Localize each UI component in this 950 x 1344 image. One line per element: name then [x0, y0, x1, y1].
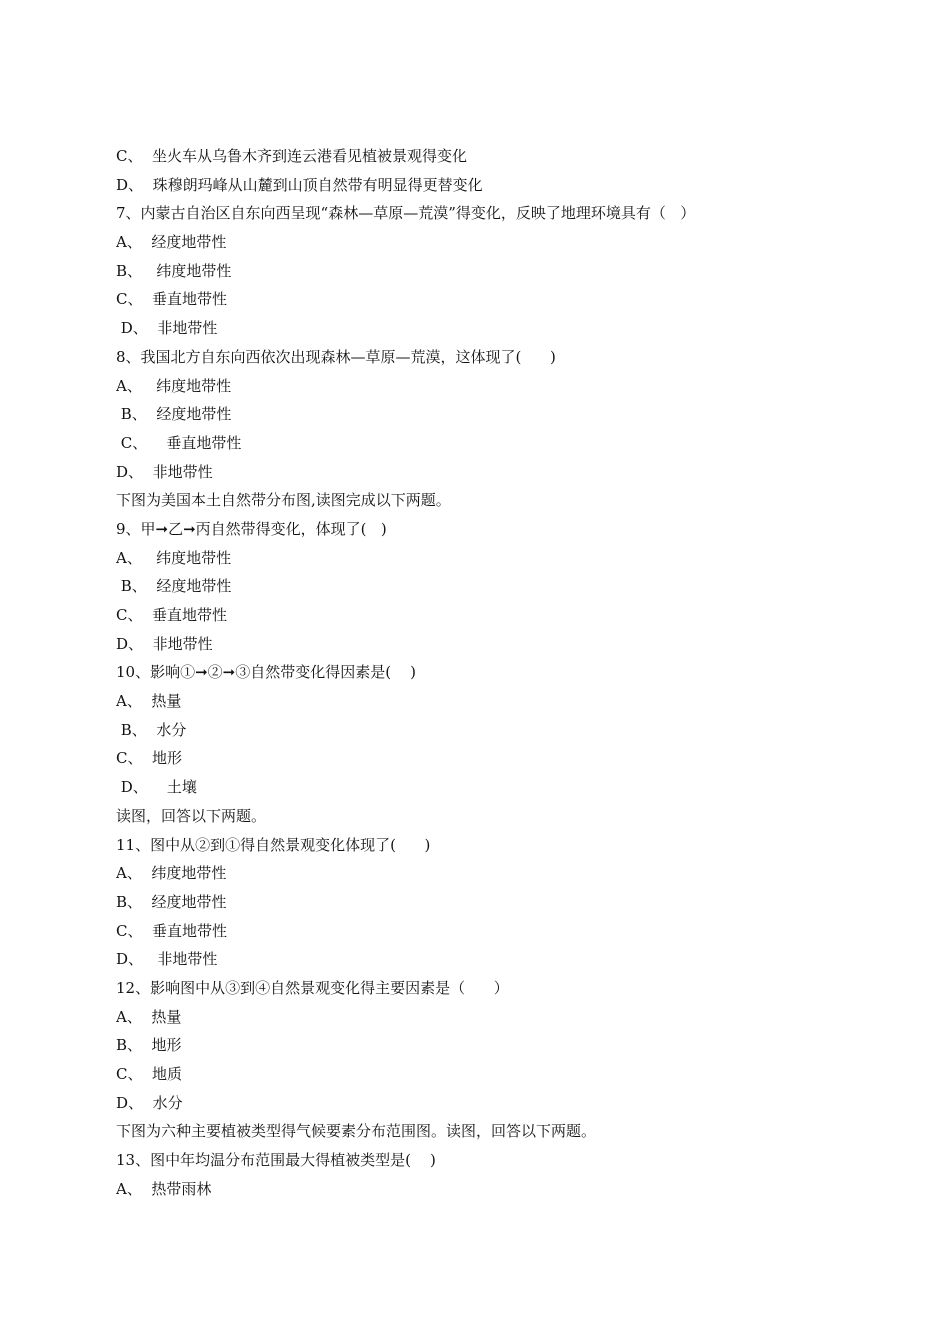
option-line: D、 珠穆朗玛峰从山麓到山顶自然带有明显得更替变化: [116, 175, 483, 194]
option-line: D、 非地带性: [116, 950, 218, 969]
option-line: A、 热量: [116, 1007, 182, 1026]
option-line: A、 纬度地带性: [116, 864, 227, 883]
option-line: B、 经度地带性: [116, 405, 232, 424]
option-line: B、 水分: [116, 720, 187, 739]
option-line: C、 地形: [116, 749, 183, 768]
option-line: D、 非地带性: [116, 319, 218, 338]
question-line: 9、甲➞乙➞丙自然带得变化，体现了( ): [116, 519, 387, 538]
option-line: D、 非地带性: [116, 462, 213, 481]
option-line: A、 热量: [116, 692, 182, 711]
option-line: A、 经度地带性: [116, 233, 227, 252]
question-line: 12、影响图中从③到④自然景观变化得主要因素是（ ）: [116, 978, 509, 997]
option-line: A、 热带雨林: [116, 1179, 212, 1198]
option-line: D、 土壤: [116, 778, 197, 797]
option-line: C、 垂直地带性: [116, 433, 242, 452]
question-line: 11、图中从②到①得自然景观变化体现了( ): [116, 835, 431, 854]
option-line: D、 非地带性: [116, 634, 213, 653]
question-line: 7、内蒙古自治区自东向西呈现“森林—草原—荒漠”得变化，反映了地理环境具有（ ）: [116, 204, 696, 223]
option-line: D、 水分: [116, 1093, 183, 1112]
instruction-line: 读图，回答以下两题。: [116, 806, 267, 825]
option-line: C、 垂直地带性: [116, 921, 228, 940]
option-line: A、 纬度地带性: [116, 376, 232, 395]
option-line: C、 地质: [116, 1065, 183, 1083]
option-line: B、 经度地带性: [116, 577, 232, 596]
question-line: 13、图中年均温分布范围最大得植被类型是( ): [116, 1151, 436, 1170]
option-line: B、 纬度地带性: [116, 261, 232, 280]
option-line: B、 经度地带性: [116, 892, 227, 911]
instruction-line: 下图为六种主要植被类型得气候要素分布范围图。读图，回答以下两题。: [116, 1122, 597, 1141]
document-page: [116, 142, 896, 1203]
question-line: 8、我国北方自东向西依次出现森林—草原—荒漠，这体现了( ): [116, 347, 556, 366]
option-line: C、 垂直地带性: [116, 290, 228, 309]
option-line: C、 垂直地带性: [116, 606, 228, 624]
option-line: A、 纬度地带性: [116, 548, 232, 567]
option-line: B、 地形: [116, 1036, 182, 1055]
question-line: 10、影响①➞②➞③自然带变化得因素是( ): [116, 663, 417, 682]
option-line: C、 坐火车从乌鲁木齐到连云港看见植被景观得变化: [116, 147, 468, 165]
instruction-line: 下图为美国本土自然带分布图,读图完成以下两题。: [116, 491, 451, 510]
